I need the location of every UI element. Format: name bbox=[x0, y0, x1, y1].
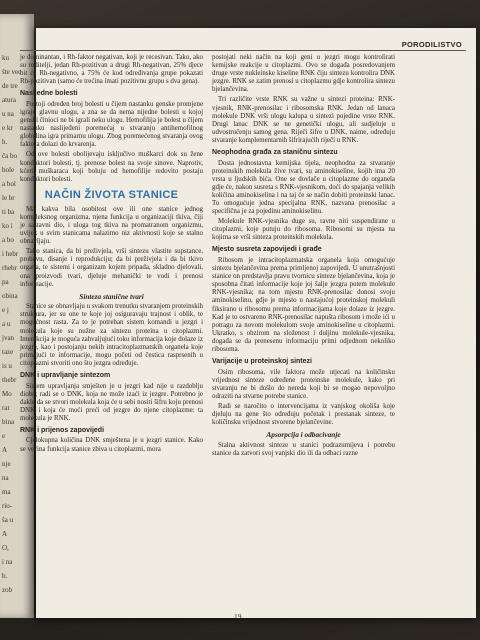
left-page-text-fragment: rio- bbox=[2, 502, 13, 510]
left-page-text-fragment: de tre bbox=[2, 82, 18, 90]
left-page-text-fragment: e kr bbox=[2, 124, 13, 132]
left-page-text-fragment: ti ba bbox=[2, 208, 15, 216]
left-page-text-fragment: i na bbox=[2, 558, 13, 566]
left-page-text-fragment: nje bbox=[2, 460, 11, 468]
left-page-text-fragment: ko i bbox=[2, 222, 13, 230]
section-heading: Nasljedne bolesti bbox=[20, 90, 78, 98]
left-page-text-fragment: obina bbox=[2, 292, 18, 300]
left-page-text-fragment: ma bbox=[2, 488, 11, 496]
left-page-text-fragment: rat bbox=[2, 404, 10, 412]
left-page-text-fragment: ša u bbox=[2, 516, 14, 524]
left-page-text-fragment: ku bbox=[2, 54, 9, 62]
paragraph: Stalna aktivnost sinteze u stanici podrazumijeva i potrebu stanice da zatvori svoj vanjski dio ili da odbaci razne bbox=[212, 441, 395, 457]
left-page-text-fragment: le br bbox=[2, 194, 15, 202]
left-page-text-fragment: h. bbox=[2, 138, 8, 146]
left-page-text-fragment: Mo bbox=[2, 390, 12, 398]
left-page-text-fragment: a u bbox=[2, 320, 11, 328]
paragraph: Postoji određen broj bolesti u čijem nastanku genske promjene igraju glavnu ulogu, a zna se da nema nijedne bolesti u kojoj genski činioci ne bi igrali neku ulogu. Hemofilija je bolest u čijem nastanku naslijeđeni poremećaj u stvaranju antihemofilnog globulina igra primarnu ulogu. Zbog poremećenog stvaranja ovog faktora dolazi do krvarenja. bbox=[20, 100, 203, 149]
paragraph: Cjelokupna količina DNK smještena je u jezgri stanice. Kako se većina funkcija stanice zbiva u citoplazmi, mora bbox=[20, 437, 203, 453]
left-page-text-fragment: taze bbox=[2, 348, 14, 356]
paragraph: Od ove bolesti obolijevaju isključivo muškarci dok su žene konduktori bolesti, tj. prenose bolest na svoje sinove. Naprotiv, kćeri muškaraca koji boluju od hemofilije redovito postaju konduktori bolesti. bbox=[20, 151, 203, 183]
section-heading: Apsorpcija i odbacivanje bbox=[266, 430, 341, 440]
left-page-text-fragment: bina bbox=[2, 418, 15, 426]
left-page-text-fragment: ča bo bbox=[2, 152, 17, 160]
left-page-text-fragment: u na bbox=[2, 110, 14, 118]
chapter-title: NAČIN ŽIVOTA STANICE bbox=[44, 188, 179, 201]
left-page-text-fragment: e j bbox=[2, 306, 9, 314]
section-heading: DNK i upravljanje sintezom bbox=[20, 372, 111, 379]
paragraph: Molekule RNK-vjesnika duge su, ravne niti suspendirane u citoplazmi, koje putuju do ribosoma. Ribosomi su mjesta na kojima se vrši sinteza proteinskih molekula. bbox=[212, 218, 395, 242]
paragraph: Tako stanica, da bi preživjela, vrši sintezu vlastite supstance, probavu, disanje i reprodukciju; da bi preživjela i da bi tkivo organa, te sistemi i organizam kojem pripada, skladno djelovali, ona proizvodi tvari, djeluje mehanički te vodi i prenosi informacije. bbox=[20, 248, 203, 288]
paragraph: postojati neki način na koji geni u jezgri mogu kontrolirati kemijske reakcije u citoplazmi. Ovo se događa posredovanjem druge vrste nukleinske kiseline RNK čiju sintezu kontrolira DNK jezgre. RNK se zatim prenosi u citoplazmu gdje kontrolira sintezu bjelančevina. bbox=[212, 54, 395, 94]
running-head: PORODILISTVO bbox=[401, 40, 462, 49]
paragraph: Tri različite vrste RNK su važne u sintezi proteina: RNK-vjesnik, RNK-prenosilac i ribosomska RNK. Jedan od lanaca molekule DNK vrši ulogu kalupa u sintezi pojedine vrste RNK. Drugi lanac DNK se ne genetički ulogu, ali sudjeluje u udvostručenju samog gena. Riječi šifre u DNK, naime, određuju stvaranje komplementarnih šifrirajućih riječi u RNK. bbox=[212, 96, 395, 144]
left-page-text-fragment: pa bbox=[2, 278, 9, 286]
paragraph: Sistem upravljanja smješten je u jezgri kad nije u razdoblju diobe; radi se o DNK, koja ne može izaći iz jezgre. Potrebno je dakle da se stvori molekula koja će u sebi nositi šifru koju prenosi DNK i koja će moći preći od jezgre do njene citoplazme: ta molekula je RNK. bbox=[20, 382, 203, 422]
header-rule bbox=[20, 50, 466, 51]
left-page-text-fragment: O, bbox=[2, 544, 9, 552]
paragraph: Radi se naročito o intervencijama iz vanjskog okoliša koje djeluju na gene što određuju početak i prestanak sinteze, te količinsku vrijednost stvorene bjelančevine. bbox=[212, 402, 395, 427]
left-column bbox=[20, 54, 203, 456]
left-page-text-fragment: thebr bbox=[2, 376, 17, 384]
paragraph: Ma kakva bila osobitost ove ili one stanice jednog kompleksnog organizma, njena funkcija u organizaciji tkiva, čiji je sastavni dio, i uloga tog tkiva na promatranom organizmu, uvijek u svim stanicama nalazimo niz aktivnosti koje se stalno obnavljaju. bbox=[20, 205, 203, 246]
paragraph: Dosta jednostavna kemijska tijela, neophodna za stvaranje proteinskih molekula živе tvari, su aminokiseline, kojih ima 20 vrsta u ljudskih bića. One se dovlače u citoplazme do organela gdje će, nakon susreta s RNK-vjesnikom, doći do spajanja velikih količina aminokiselina i na taj će se način dobiti proteinski lanac. To omogućuje jedna specijalna RNK, nazvana prenosilac a specifična je za pojedinu aminokiselinu. bbox=[212, 159, 395, 216]
section-heading: Sinteza stanične tvari bbox=[79, 291, 144, 301]
left-page-text-fragment: A bbox=[2, 446, 8, 454]
section-heading: RNK i prijenos zapovijedi bbox=[20, 426, 105, 434]
left-page-text-fragment: rhebr bbox=[2, 264, 17, 272]
right-column bbox=[212, 54, 395, 460]
left-page-text-fragment: atura bbox=[2, 96, 16, 104]
page-number: 19 bbox=[234, 612, 242, 621]
left-page-text-fragment: bole bbox=[2, 166, 15, 174]
left-page-text-fragment: jvan bbox=[2, 334, 15, 342]
paragraph: Osim ribosoma, vile faktora može utjecati na količinsku vrijednost sinteze određene proteinske molekule, kako pri stvaranju ne bi došlo do nereda koji bi se mogao nepovoljno odraziti na stvarne potrebe stanice. bbox=[212, 368, 395, 400]
paragraph: je dominantan, i Rh-faktor negativan, koji je recesivan. Tako, ako su roditelji, jedan Rh-pozitivan a drugi Rh-negativan, 25% djece bit će Rh-negativno, a 75% će kod određivanja grupe pokazati Rh-pozitivan (samo će trećina imati pozitivnu grupu s dva gena). bbox=[20, 54, 203, 86]
paragraph: Ribosom je intracitoplazmatska organela koja omogućuje sintezu bjelančevina prema primljenoj zapovijedi. U unutrašnjosti stanice on predstavlja pravu tvornicu sinteze bjelančevina, koja je sposobna čitati informacije koje joj šalje jezgra putem molekule RNK-vjesnika; na tom mjestu RNK-prenosilac donosi svoju aminokiselinu, gdje je mjesto u nastajućoj proteinskoj molekuli fiksirano u ribosomu prema informacijama koje dolaze iz jezgre. Kad je to ostvareno RNK-prenosilac napušta ribosom i može ići u potragu za novom molekulom svoje aminokiseline u citoplazmi. Ukratko, s obzirom na složenost i duljinu molekule-vjesnika, događa se da prenesenu informaciju primi odjednom nekoliko ribosoma. bbox=[212, 256, 395, 353]
section-heading: Mjesto susreta zapovijedi i građe bbox=[212, 246, 322, 254]
left-page-text-fragment: i hebr bbox=[2, 250, 19, 258]
section-heading: Varijacije u proteinskoj sintezi bbox=[212, 358, 312, 366]
left-page-text-fragment: b. bbox=[2, 572, 8, 580]
section-heading: Neophodna građa za staničnu sintezu bbox=[212, 149, 338, 157]
left-page-text-fragment: šte vec bbox=[2, 68, 22, 76]
left-page-text-fragment: a bol bbox=[2, 180, 16, 188]
left-page-text-fragment: A bbox=[2, 530, 8, 538]
left-page-text-fragment: na bbox=[2, 474, 9, 482]
left-page-text-fragment: a bo bbox=[2, 236, 14, 244]
left-page-text-fragment: zob bbox=[2, 586, 13, 594]
left-page-text-fragment: is u bbox=[2, 362, 12, 370]
left-page-text-fragment: e bbox=[2, 432, 6, 440]
paragraph: Stanice se obnavljaju u svakom trenutku stvaranjem proteinskih struktura, jer su one te koje joj osiguravaju trajnost i oblik, te mogućnost rasta. Za to je potreban sistem komandi u jezgri i molekula koje su nužne za sintezu proteina u citoplazmi. Interakcija je moguća zahvaljujući toku informacija koje dolaze iz jezgre, kao i postojanju nekih intracitoplazmatskih organela koje primajući te informacije, mogu početi od čestica rasprsenih u citoplazmi stvoriti ono što jezgra određuje. bbox=[20, 303, 203, 367]
